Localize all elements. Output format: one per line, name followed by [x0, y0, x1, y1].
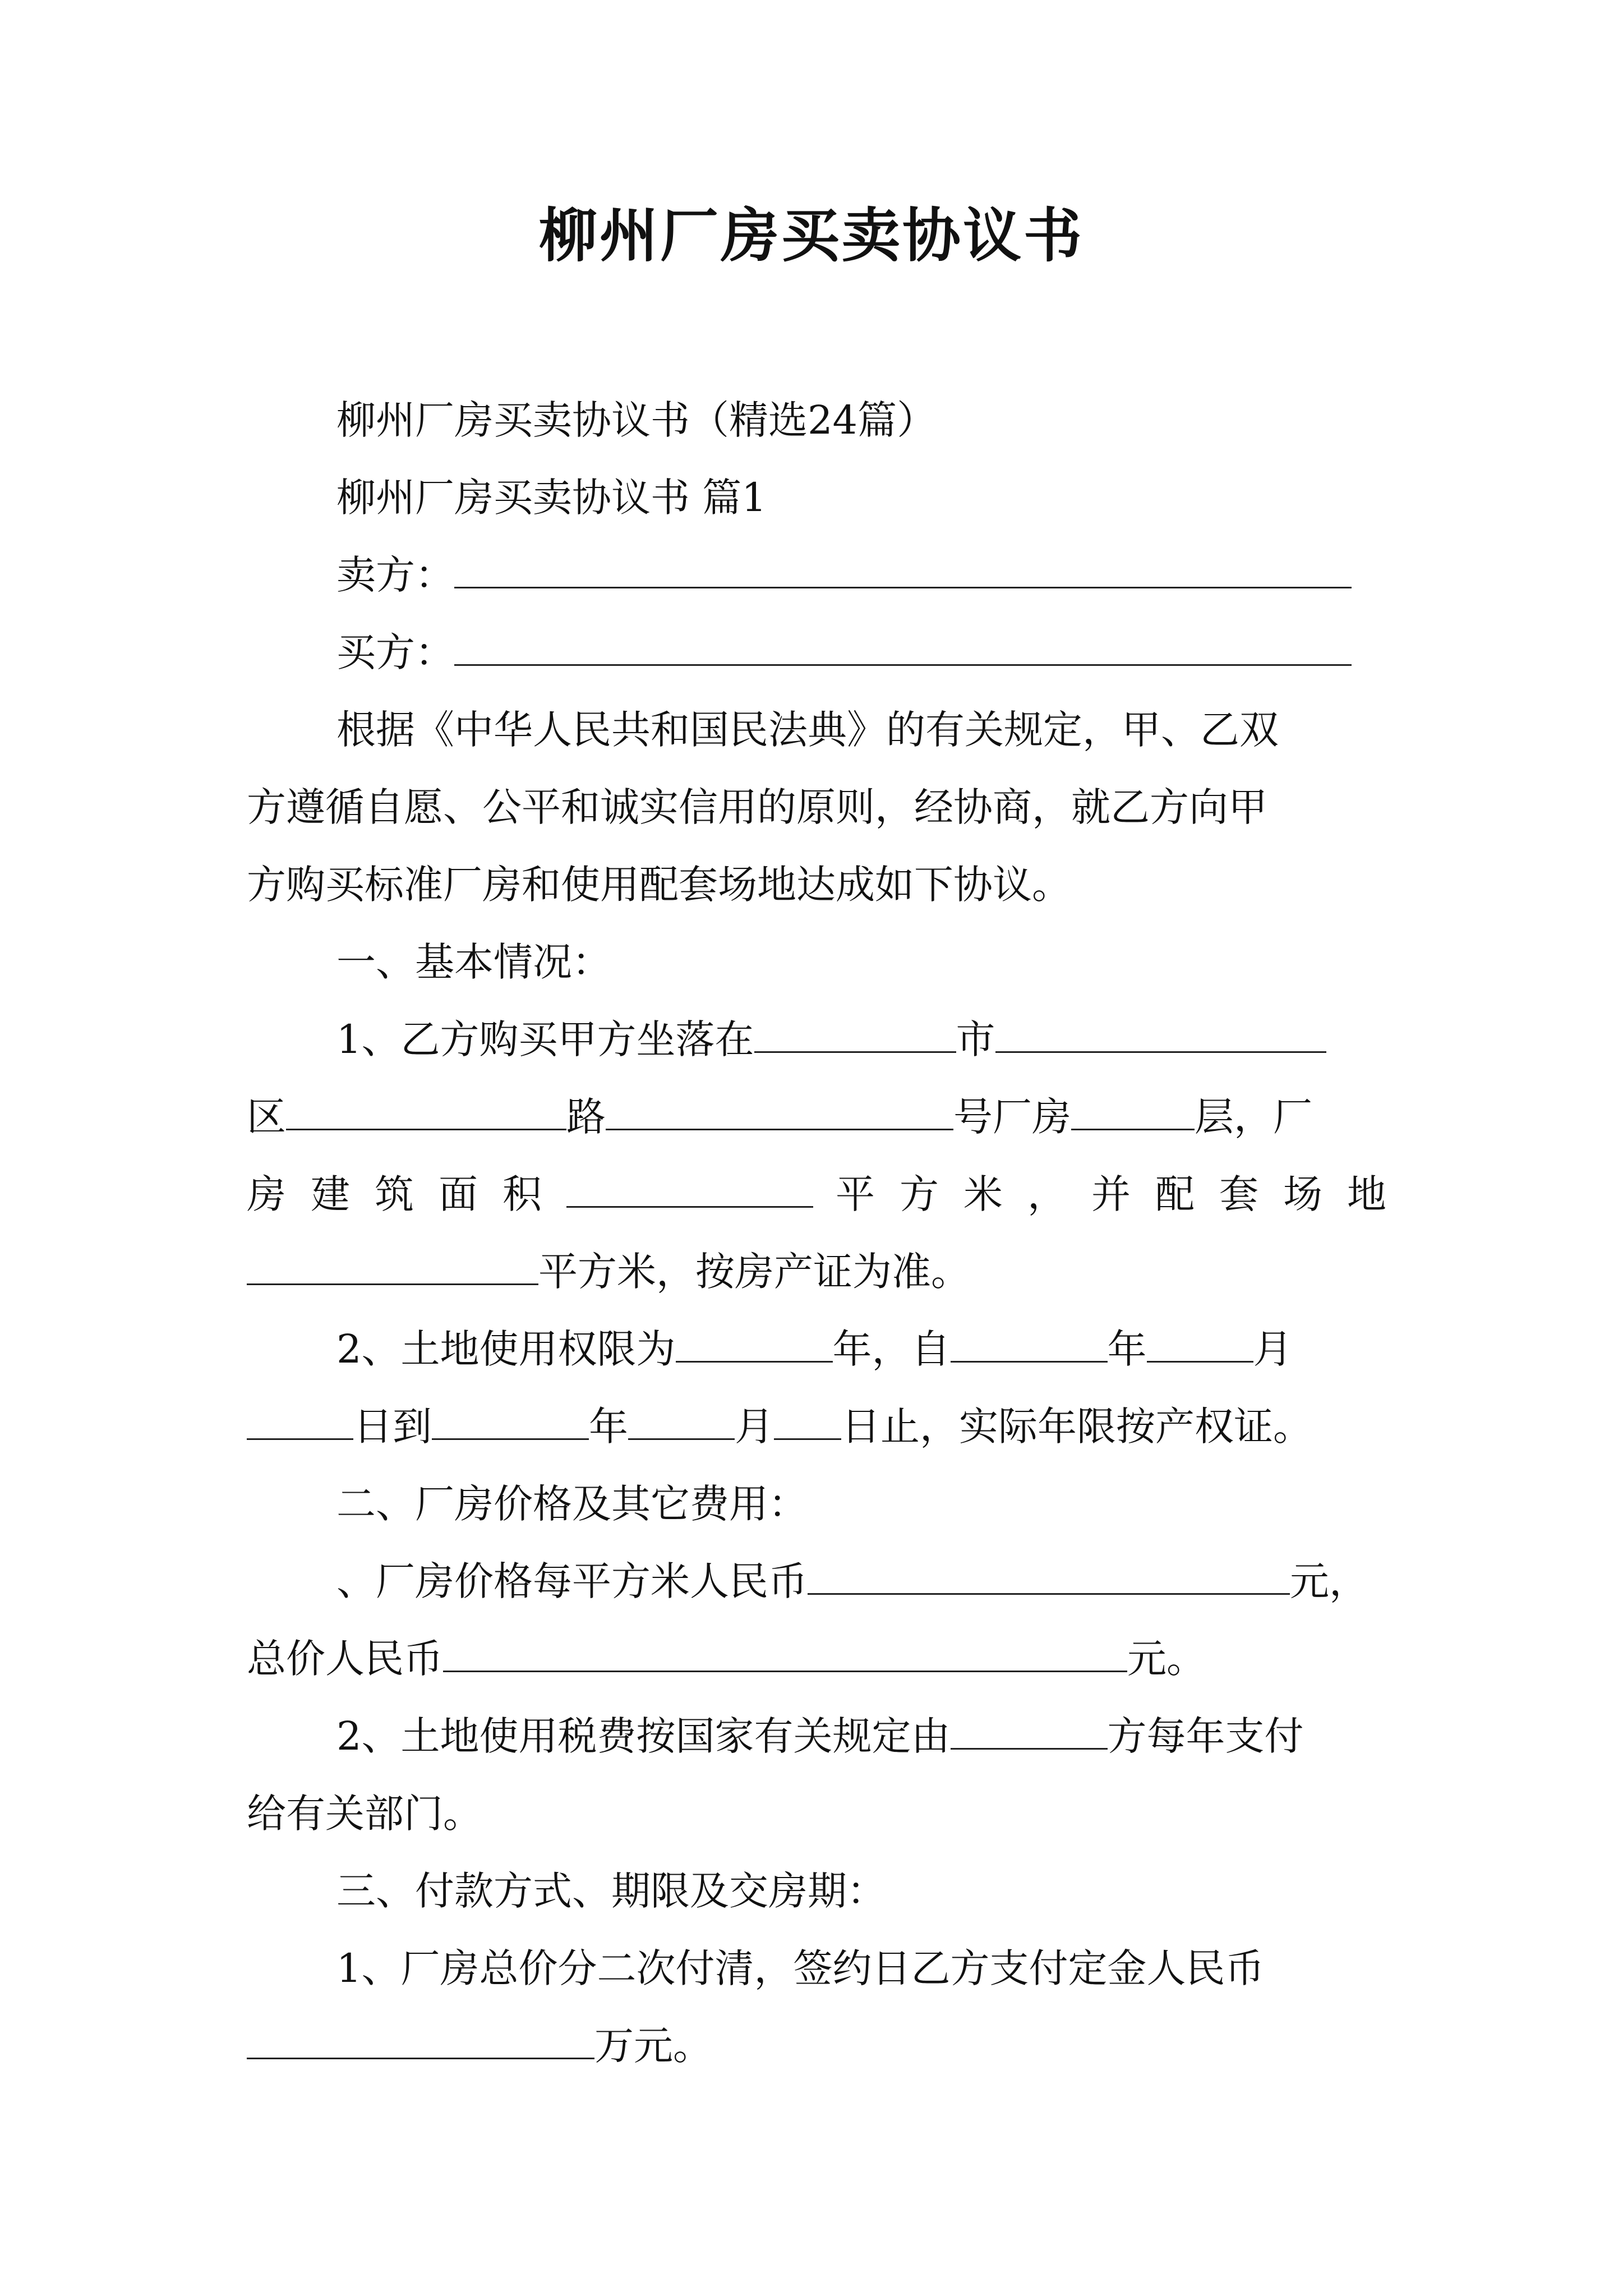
buyer-blank: [454, 628, 1352, 666]
clause-text: 层，厂: [1195, 1094, 1312, 1140]
clause-text: 1、乙方购买甲方坐落在: [336, 1016, 754, 1062]
clause-3-1-line-1: 1、厂房总价分二次付清，签约日乙方支付定金人民币: [336, 1945, 1265, 1991]
district-blank: [995, 1015, 1326, 1053]
clause-text: 日到: [353, 1404, 432, 1450]
clause-text: 号厂房: [953, 1094, 1071, 1140]
clause-1-1-line-2: [247, 1078, 1380, 1156]
deposit-blank: [247, 2022, 594, 2059]
section-3-heading: 三、付款方式、期限及交房期：: [336, 1868, 886, 1914]
section-1-heading: 一、基本情况：: [336, 939, 611, 985]
clause-text: 方每年支付: [1107, 1713, 1304, 1759]
clause-text: 月: [1253, 1326, 1293, 1372]
seller-line: [247, 536, 1380, 614]
end-year-blank: [432, 1402, 589, 1440]
clause-1-1-line-4: [247, 1233, 1380, 1310]
clause-text: 房建筑面积: [247, 1171, 566, 1217]
clause-2-2-line-1: [247, 1697, 1380, 1775]
subtitle: 柳州厂房买卖协议书（精选24篇）: [336, 397, 937, 443]
clause-1-1-line-3: [247, 1156, 1411, 1233]
clause-1-2-line-1: [247, 1310, 1380, 1388]
clause-text: 、厂房价格每平方米人民币: [336, 1558, 808, 1604]
intro-line-2: 方遵循自愿、公平和诚实信用的原则，经协商，就乙方向甲: [247, 784, 1267, 830]
clause-text: 年，自: [832, 1326, 951, 1372]
clause-2-1-line-1: [247, 1543, 1380, 1620]
city-blank: [754, 1015, 956, 1053]
clause-text: 市: [956, 1016, 995, 1062]
clause-2-1-line-2: [247, 1620, 1380, 1697]
document-title: 柳州厂房买卖协议书: [538, 201, 1084, 270]
part-heading: 柳州厂房买卖协议书 篇1: [336, 475, 767, 521]
buyer-label: 买方：: [336, 629, 454, 675]
seller-blank: [454, 551, 1352, 588]
start-day-blank: [247, 1402, 353, 1440]
clause-text: 总价人民币: [247, 1636, 443, 1682]
clause-1-2-line-2: [247, 1388, 1380, 1465]
number-blank: [606, 1093, 953, 1130]
end-month-blank: [628, 1402, 735, 1440]
road-blank: [286, 1093, 566, 1130]
clause-1-1-line-1: [247, 1001, 1380, 1078]
intro-line-1: 根据《中华人民共和国民法典》的有关规定，甲、乙双: [336, 707, 1279, 753]
unit-price-blank: [808, 1557, 1290, 1595]
document-body: [247, 381, 1411, 2085]
clause-text: 万元。: [594, 2023, 712, 2069]
tax-party-blank: [951, 1712, 1108, 1750]
clause-text: 月: [735, 1404, 774, 1450]
end-day-blank: [774, 1402, 841, 1440]
total-price-blank: [443, 1635, 1127, 1672]
years-blank: [676, 1325, 833, 1363]
clause-text: 日止，实际年限按产权证。: [841, 1404, 1312, 1450]
clause-text: 路: [566, 1094, 606, 1140]
clause-text: 平方米，按房产证为准。: [538, 1249, 970, 1295]
seller-label: 卖方：: [336, 552, 454, 598]
clause-text: 年: [589, 1404, 628, 1450]
clause-text: 2、土地使用税费按国家有关规定由: [336, 1713, 951, 1759]
clause-text: 元，: [1290, 1558, 1368, 1604]
area-blank: [566, 1170, 813, 1208]
clause-text: 区: [247, 1094, 286, 1140]
clause-2-2-line-2: 给有关部门。: [247, 1791, 482, 1837]
clause-text: 元。: [1127, 1636, 1206, 1682]
clause-text: 2、土地使用权限为: [336, 1326, 676, 1372]
clause-text: 平方米，并配套场地: [836, 1171, 1411, 1217]
clause-text: 年: [1107, 1326, 1147, 1372]
intro-line-3: 方购买标准厂房和使用配套场地达成如下协议。: [247, 862, 1071, 908]
floor-blank: [1071, 1093, 1195, 1130]
start-year-blank: [951, 1325, 1108, 1363]
buyer-line: [247, 614, 1380, 691]
start-month-blank: [1147, 1325, 1253, 1363]
clause-3-1-line-2: [247, 2007, 1380, 2085]
section-2-heading: 二、厂房价格及其它费用：: [336, 1481, 808, 1527]
site-area-blank: [247, 1248, 538, 1285]
